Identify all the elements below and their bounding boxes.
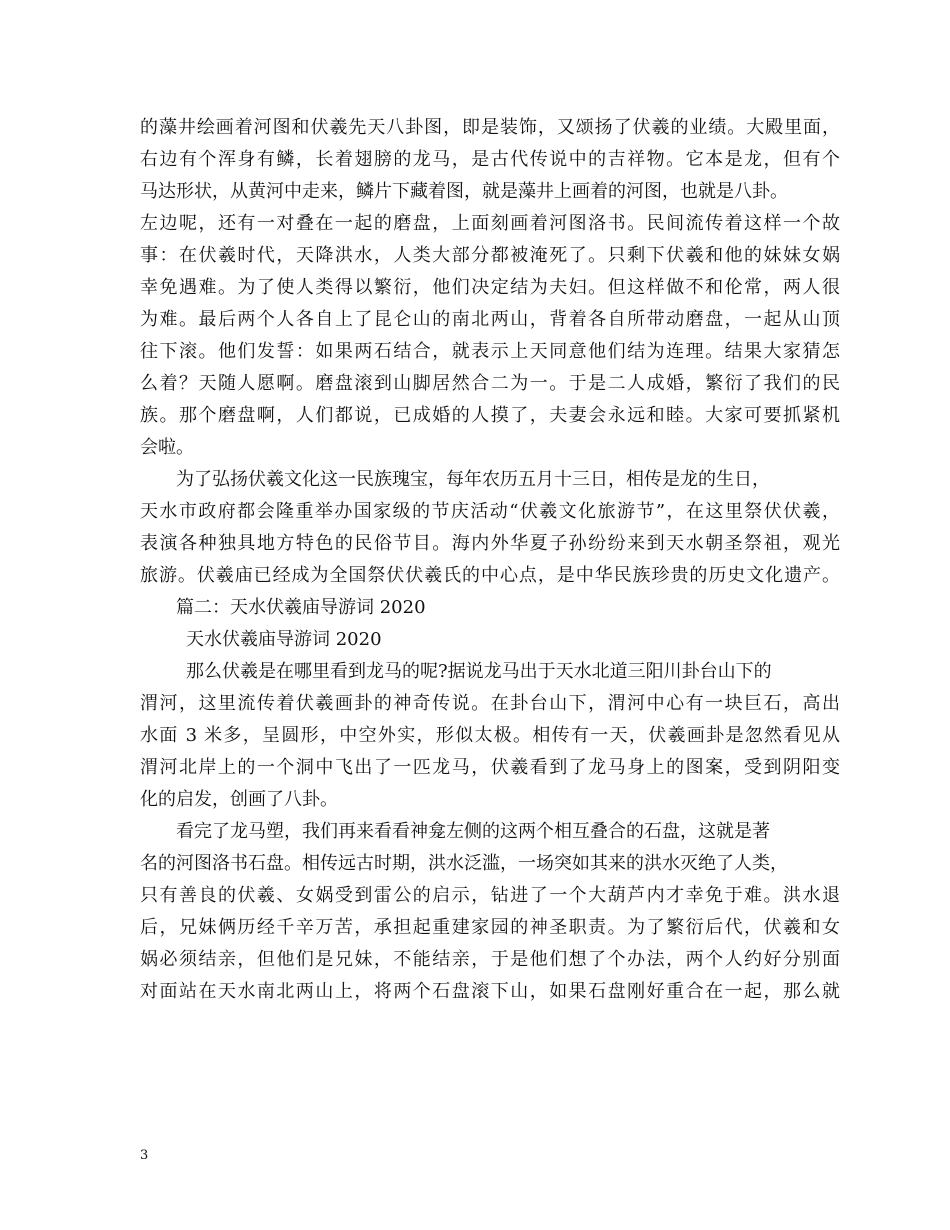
text-line: 右边有个浑身有鳞，长着翅膀的龙马，是古代传说中的吉祥物。它本是龙，但有个 <box>140 149 840 170</box>
text-line: 水面 3 米多，呈圆形，中空外实，形似太极。相传有一天，伏羲画卦是忽然看见从 <box>140 725 840 746</box>
text-line: 对面站在天水南北两山上，将两个石盘滚下山，如果石盘刚好重合在一起，那么就 <box>140 981 840 1002</box>
text-line: 天水市政府都会隆重举办国家级的节庆活动“伏羲文化旅游节”，在这里祭伏伏羲， <box>140 501 840 522</box>
text-line: 旅游。伏羲庙已经成为全国祭伏伏羲氏的中心点，是中华民族珍贵的历史文化遗产。 <box>140 565 840 586</box>
text-line: 族。那个磨盘啊，人们都说，已成婚的人摸了，夫妻会永远和睦。大家可要抓紧机 <box>140 405 840 426</box>
body-text <box>140 112 840 1008</box>
text-line: 看完了龙马塑，我们再来看看神龛左侧的这两个相互叠合的石盘，这就是著 <box>176 821 770 842</box>
paragraph <box>140 464 840 592</box>
section-heading: 篇二：天水伏羲庙导游词 2020 <box>176 597 426 618</box>
text-line: 马达形状，从黄河中走来，鳞片下藏着图，就是藻井上画着的河图，也就是八卦。 <box>140 181 788 202</box>
text-line: 幸免遇难。为了使人类得以繁衍，他们决定结为夫妇。但这样做不和伦常，两人很 <box>140 277 840 298</box>
text-line: 的藻井绘画着河图和伏羲先天八卦图，即是装饰，又颂扬了伏羲的业绩。大殿里面， <box>140 117 840 138</box>
text-line: 那么伏羲是在哪里看到龙马的呢?据说龙马出于天水北道三阳川卦台山下的 <box>186 661 772 682</box>
text-line: 么着？天随人愿啊。磨盘滚到山脚居然合二为一。于是二人成婚，繁衍了我们的民 <box>140 373 840 394</box>
text-line: 往下滚。他们发誓：如果两石结合，就表示上天同意他们结为连理。结果大家猜怎 <box>140 341 840 362</box>
text-line: 后，兄妹俩历经千辛万苦，承担起重建家园的神圣职责。为了繁衍后代，伏羲和女 <box>140 917 840 938</box>
text-line: 渭河，这里流传着伏羲画卦的神奇传说。在卦台山下，渭河中心有一块巨石，高出 <box>140 693 840 714</box>
text-line: 会啦。 <box>140 437 194 458</box>
text-line: 化的启发，创画了八卦。 <box>140 789 338 810</box>
text-line: 为难。最后两个人各自上了昆仑山的南北两山，背着各自所带动磨盘，一起从山顶 <box>140 309 840 330</box>
text-line: 名的河图洛书石盘。相传远古时期，洪水泛滥，一场突如其来的洪水灭绝了人类， <box>140 853 788 874</box>
text-line: 左边呢，还有一对叠在一起的磨盘，上面刻画着河图洛书。民间流传着这样一个故 <box>140 213 840 234</box>
paragraph <box>140 112 840 464</box>
text-line: 渭河北岸上的一个洞中飞出了一匹龙马，伏羲看到了龙马身上的图案，受到阴阳变 <box>140 757 840 778</box>
text-line: 表演各种独具地方特色的民俗节目。海内外华夏子孙纷纷来到天水朝圣祭祖，观光 <box>140 533 840 554</box>
paragraph <box>140 656 840 816</box>
paragraph <box>140 816 840 1008</box>
text-line: 只有善良的伏羲、女娲受到雷公的启示，钻进了一个大葫芦内才幸免于难。洪水退 <box>140 885 840 906</box>
text-line: 为了弘扬伏羲文化这一民族瑰宝，每年农历五月十三日，相传是龙的生日， <box>176 469 770 490</box>
page-number: 3 <box>140 1148 149 1163</box>
text-line: 事：在伏羲时代，天降洪水，人类大部分都被淹死了。只剩下伏羲和他的妹妹女娲 <box>140 245 840 266</box>
text-line: 娲必须结亲，但他们是兄妹，不能结亲，于是他们想了个办法，两个人约好分别面 <box>140 949 840 970</box>
article-title: 天水伏羲庙导游词 2020 <box>186 629 382 650</box>
